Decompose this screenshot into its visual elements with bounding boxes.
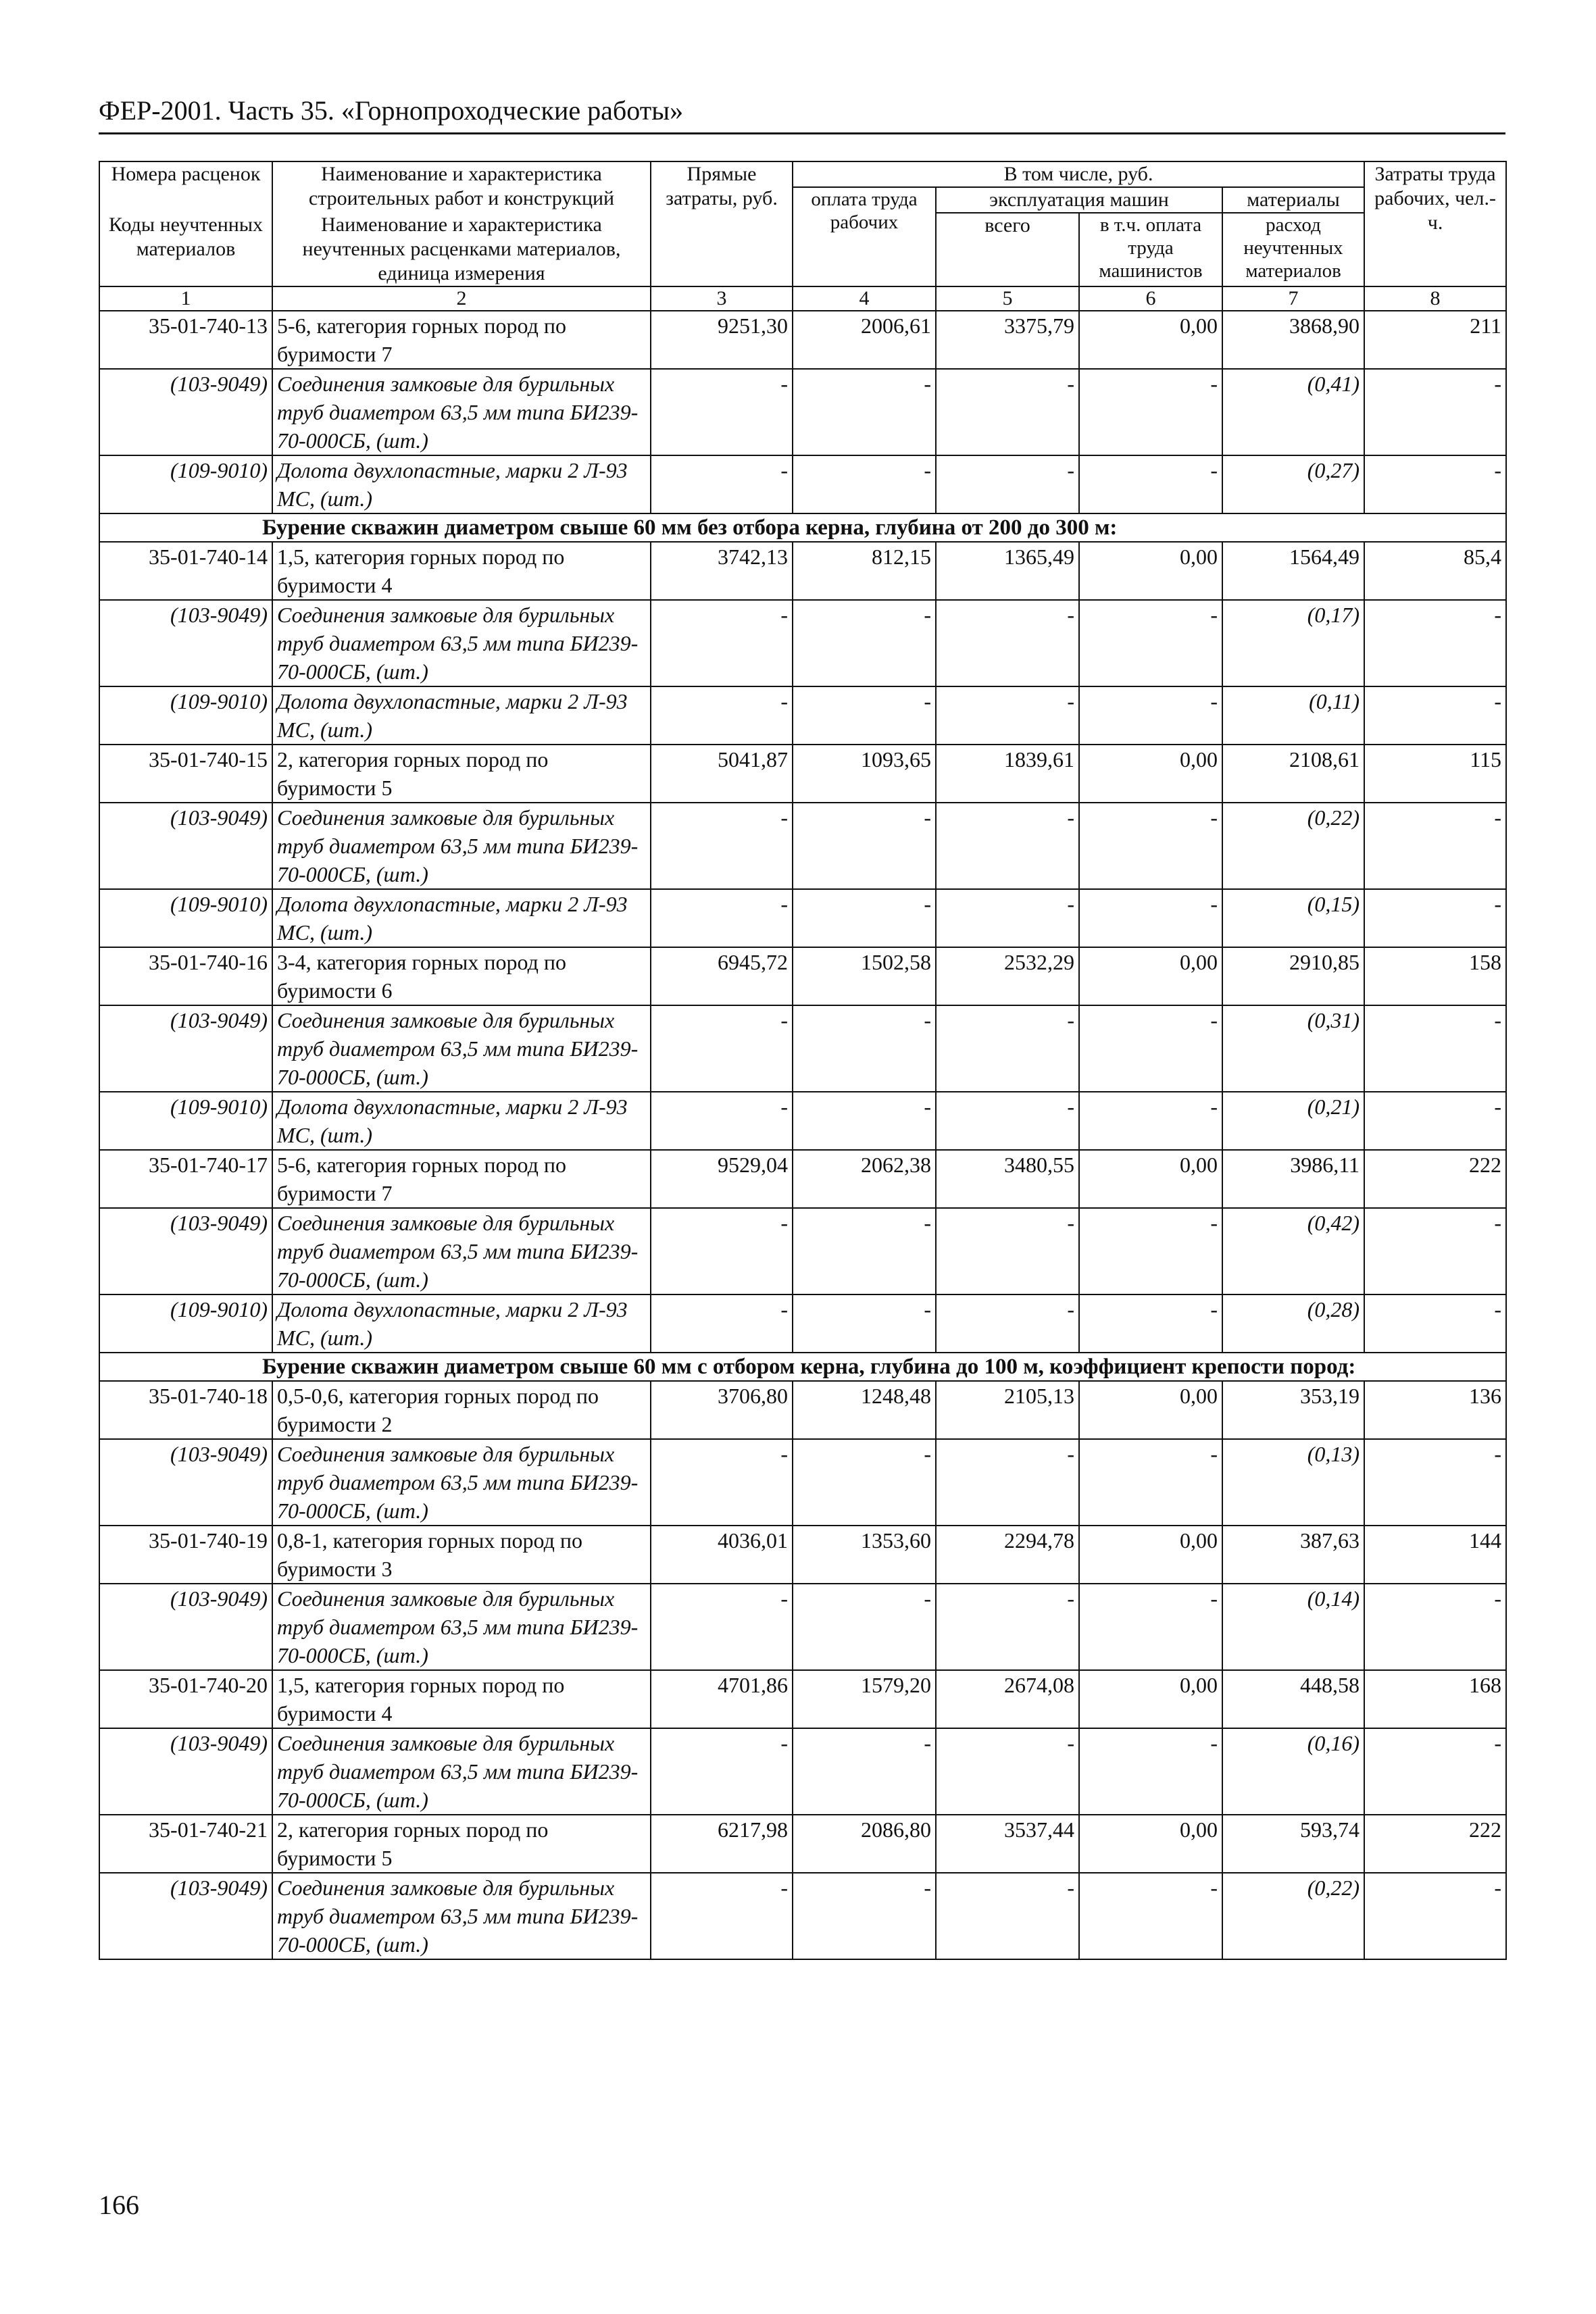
description: Соединения замковые для бурильных труб диаметром 63,5 мм типа БИ239-70-000СБ, (шт.)	[272, 803, 651, 889]
machines-total-value: -	[936, 1208, 1079, 1294]
material-row	[99, 1584, 1506, 1670]
machinist-pay-value: 0,00	[1079, 745, 1222, 803]
machinist-pay-value: -	[1079, 1294, 1222, 1353]
direct-costs-value: 9251,30	[651, 311, 793, 369]
material-consumption-value: (0,15)	[1222, 889, 1364, 947]
direct-costs-value: 4701,86	[651, 1670, 793, 1728]
header-machinist-pay: в т.ч. оплата труда машинистов	[1079, 213, 1222, 286]
direct-costs-value: -	[651, 803, 793, 889]
material-consumption-value: (0,22)	[1222, 1873, 1364, 1959]
material-consumption-value: (0,31)	[1222, 1005, 1364, 1092]
material-row	[99, 1294, 1506, 1353]
section-heading: Бурение скважин диаметром свыше 60 мм без отбора керна, глубина от 200 до 300 м:	[99, 513, 1506, 542]
worker-pay-value: -	[793, 1092, 936, 1150]
material-consumption-value: 2108,61	[1222, 745, 1364, 803]
rate-row	[99, 1381, 1506, 1439]
material-row	[99, 369, 1506, 455]
direct-costs-value: -	[651, 1208, 793, 1294]
machines-total-value: -	[936, 803, 1079, 889]
machinist-pay-value: -	[1079, 1092, 1222, 1150]
labor-costs-value: -	[1364, 1294, 1506, 1353]
section-heading-row	[99, 1353, 1506, 1381]
machines-total-value: -	[936, 889, 1079, 947]
labor-costs-value: 222	[1364, 1815, 1506, 1873]
material-row	[99, 1005, 1506, 1092]
direct-costs-value: -	[651, 455, 793, 513]
description: 1,5, категория горных пород по буримости 4	[272, 542, 651, 600]
machines-total-value: 1365,49	[936, 542, 1079, 600]
header-machines-total: всего	[936, 213, 1079, 286]
machines-total-value: 2294,78	[936, 1526, 1079, 1584]
worker-pay-value: -	[793, 1439, 936, 1526]
machinist-pay-value: -	[1079, 1728, 1222, 1815]
labor-costs-value: -	[1364, 1208, 1506, 1294]
worker-pay-value: 812,15	[793, 542, 936, 600]
description: Соединения замковые для бурильных труб диаметром 63,5 мм типа БИ239-70-000СБ, (шт.)	[272, 1873, 651, 1959]
rate-row	[99, 311, 1506, 369]
machines-total-value: -	[936, 1728, 1079, 1815]
machines-total-value: -	[936, 1005, 1079, 1092]
column-number: 3	[651, 286, 793, 311]
machines-total-value: -	[936, 686, 1079, 745]
labor-costs-value: -	[1364, 455, 1506, 513]
worker-pay-value: -	[793, 1294, 936, 1353]
machines-total-value: -	[936, 455, 1079, 513]
header-rate-numbers: Номера расценок	[99, 161, 272, 213]
header-materials: материалы	[1222, 187, 1364, 213]
description: 5-6, категория горных пород по буримости 7	[272, 311, 651, 369]
direct-costs-value: -	[651, 1439, 793, 1526]
material-consumption-value: (0,11)	[1222, 686, 1364, 745]
material-code: (109-9010)	[99, 686, 272, 745]
worker-pay-value: -	[793, 369, 936, 455]
worker-pay-value: -	[793, 1208, 936, 1294]
material-code: (103-9049)	[99, 1873, 272, 1959]
material-code: (109-9010)	[99, 1092, 272, 1150]
header-material-codes: Коды неучтенных материалов	[99, 213, 272, 286]
machines-total-value: 3375,79	[936, 311, 1079, 369]
material-code: (109-9010)	[99, 889, 272, 947]
description: Соединения замковые для бурильных труб диаметром 63,5 мм типа БИ239-70-000СБ, (шт.)	[272, 1208, 651, 1294]
direct-costs-value: -	[651, 369, 793, 455]
page-number: 166	[99, 2190, 139, 2220]
description: Соединения замковые для бурильных труб диаметром 63,5 мм типа БИ239-70-000СБ, (шт.)	[272, 369, 651, 455]
description: 3-4, категория горных пород по буримости 6	[272, 947, 651, 1005]
material-code: (109-9010)	[99, 455, 272, 513]
labor-costs-value: 211	[1364, 311, 1506, 369]
labor-costs-value: 222	[1364, 1150, 1506, 1208]
direct-costs-value: 3742,13	[651, 542, 793, 600]
rate-code: 35-01-740-20	[99, 1670, 272, 1728]
description: Соединения замковые для бурильных труб диаметром 63,5 мм типа БИ239-70-000СБ, (шт.)	[272, 1005, 651, 1092]
direct-costs-value: 9529,04	[651, 1150, 793, 1208]
material-consumption-value: 387,63	[1222, 1526, 1364, 1584]
material-consumption-value: (0,22)	[1222, 803, 1364, 889]
material-row	[99, 686, 1506, 745]
material-consumption-value: (0,42)	[1222, 1208, 1364, 1294]
labor-costs-value: -	[1364, 889, 1506, 947]
worker-pay-value: 1093,65	[793, 745, 936, 803]
material-consumption-value: 1564,49	[1222, 542, 1364, 600]
machinist-pay-value: -	[1079, 1005, 1222, 1092]
table-body	[99, 311, 1506, 1959]
material-consumption-value: (0,16)	[1222, 1728, 1364, 1815]
table-header	[99, 161, 1506, 311]
machines-total-value: 2532,29	[936, 947, 1079, 1005]
machinist-pay-value: -	[1079, 1439, 1222, 1526]
description: 2, категория горных пород по буримости 5	[272, 745, 651, 803]
column-number: 1	[99, 286, 272, 311]
rate-code: 35-01-740-21	[99, 1815, 272, 1873]
rate-code: 35-01-740-14	[99, 542, 272, 600]
machines-total-value: -	[936, 369, 1079, 455]
worker-pay-value: -	[793, 600, 936, 686]
rate-code: 35-01-740-16	[99, 947, 272, 1005]
labor-costs-value: -	[1364, 803, 1506, 889]
worker-pay-value: -	[793, 455, 936, 513]
description: 0,5-0,6, категория горных пород по буримости 2	[272, 1381, 651, 1439]
machinist-pay-value: -	[1079, 686, 1222, 745]
machines-total-value: -	[936, 1439, 1079, 1526]
direct-costs-value: 6945,72	[651, 947, 793, 1005]
description: 5-6, категория горных пород по буримости 7	[272, 1150, 651, 1208]
material-consumption-value: (0,28)	[1222, 1294, 1364, 1353]
worker-pay-value: -	[793, 1005, 936, 1092]
labor-costs-value: 85,4	[1364, 542, 1506, 600]
labor-costs-value: 115	[1364, 745, 1506, 803]
description: Соединения замковые для бурильных труб диаметром 63,5 мм типа БИ239-70-000СБ, (шт.)	[272, 1439, 651, 1526]
rates-table	[99, 161, 1507, 1960]
labor-costs-value: -	[1364, 1439, 1506, 1526]
direct-costs-value: 4036,01	[651, 1526, 793, 1584]
description: Долота двухлопастные, марки 2 Л-93 МС, (шт.)	[272, 1294, 651, 1353]
material-row	[99, 1728, 1506, 1815]
header-machine-operation: эксплуатация машин	[936, 187, 1222, 213]
material-row	[99, 1208, 1506, 1294]
machinist-pay-value: 0,00	[1079, 1815, 1222, 1873]
material-row	[99, 803, 1506, 889]
material-consumption-value: (0,14)	[1222, 1584, 1364, 1670]
header-work-name: Наименование и характеристика строительных работ и конструкций	[272, 161, 651, 213]
rate-row	[99, 542, 1506, 600]
rate-row	[99, 745, 1506, 803]
worker-pay-value: -	[793, 889, 936, 947]
header-worker-pay: оплата труда рабочих	[793, 187, 936, 286]
worker-pay-value: 1502,58	[793, 947, 936, 1005]
material-code: (103-9049)	[99, 600, 272, 686]
rate-row	[99, 1815, 1506, 1873]
material-consumption-value: (0,27)	[1222, 455, 1364, 513]
direct-costs-value: 5041,87	[651, 745, 793, 803]
machines-total-value: -	[936, 1294, 1079, 1353]
machines-total-value: -	[936, 1873, 1079, 1959]
description: Долота двухлопастные, марки 2 Л-93 МС, (шт.)	[272, 889, 651, 947]
material-consumption-value: (0,13)	[1222, 1439, 1364, 1526]
machines-total-value: 1839,61	[936, 745, 1079, 803]
labor-costs-value: 168	[1364, 1670, 1506, 1728]
header-rule	[99, 132, 1505, 134]
labor-costs-value: -	[1364, 1728, 1506, 1815]
section-heading-row	[99, 513, 1506, 542]
machines-total-value: 2105,13	[936, 1381, 1079, 1439]
machinist-pay-value: -	[1079, 1584, 1222, 1670]
header-direct-costs: Прямые затраты, руб.	[651, 161, 793, 286]
material-row	[99, 889, 1506, 947]
page-header: ФЕР-2001. Часть 35. «Горнопроходческие работы»	[99, 95, 684, 126]
machines-total-value: 3480,55	[936, 1150, 1079, 1208]
material-code: (109-9010)	[99, 1294, 272, 1353]
machinist-pay-value: 0,00	[1079, 1381, 1222, 1439]
column-number: 8	[1364, 286, 1506, 311]
material-row	[99, 1439, 1506, 1526]
material-consumption-value: 3986,11	[1222, 1150, 1364, 1208]
labor-costs-value: -	[1364, 369, 1506, 455]
direct-costs-value: -	[651, 1294, 793, 1353]
worker-pay-value: -	[793, 1873, 936, 1959]
worker-pay-value: 2006,61	[793, 311, 936, 369]
direct-costs-value: 6217,98	[651, 1815, 793, 1873]
material-consumption-value: 448,58	[1222, 1670, 1364, 1728]
header-labor-costs: Затраты труда рабочих, чел.-ч.	[1364, 161, 1506, 286]
machines-total-value: 2674,08	[936, 1670, 1079, 1728]
worker-pay-value: 1248,48	[793, 1381, 936, 1439]
rate-code: 35-01-740-18	[99, 1381, 272, 1439]
worker-pay-value: -	[793, 803, 936, 889]
material-code: (103-9049)	[99, 1584, 272, 1670]
material-row	[99, 1873, 1506, 1959]
header-material-consumption: расход неучтенных материалов	[1222, 213, 1364, 286]
section-heading: Бурение скважин диаметром свыше 60 мм с отбором керна, глубина до 100 м, коэффициент крепости пород:	[99, 1353, 1506, 1381]
material-consumption-value: 353,19	[1222, 1381, 1364, 1439]
worker-pay-value: 1579,20	[793, 1670, 936, 1728]
material-row	[99, 600, 1506, 686]
material-code: (103-9049)	[99, 1439, 272, 1526]
labor-costs-value: -	[1364, 1584, 1506, 1670]
description: Соединения замковые для бурильных труб диаметром 63,5 мм типа БИ239-70-000СБ, (шт.)	[272, 600, 651, 686]
material-code: (103-9049)	[99, 369, 272, 455]
material-row	[99, 1092, 1506, 1150]
material-consumption-value: (0,41)	[1222, 369, 1364, 455]
machinist-pay-value: 0,00	[1079, 1150, 1222, 1208]
header-material-name: Наименование и характеристика неучтенных расценками материалов, единица измерения	[272, 213, 651, 286]
machinist-pay-value: -	[1079, 1208, 1222, 1294]
direct-costs-value: -	[651, 1005, 793, 1092]
machines-total-value: 3537,44	[936, 1815, 1079, 1873]
worker-pay-value: -	[793, 1584, 936, 1670]
material-code: (103-9049)	[99, 1208, 272, 1294]
rate-code: 35-01-740-19	[99, 1526, 272, 1584]
material-consumption-value: (0,21)	[1222, 1092, 1364, 1150]
material-row	[99, 455, 1506, 513]
machines-total-value: -	[936, 600, 1079, 686]
rate-row	[99, 947, 1506, 1005]
labor-costs-value: 144	[1364, 1526, 1506, 1584]
material-code: (103-9049)	[99, 1728, 272, 1815]
description: Долота двухлопастные, марки 2 Л-93 МС, (шт.)	[272, 686, 651, 745]
machines-total-value: -	[936, 1584, 1079, 1670]
worker-pay-value: 2062,38	[793, 1150, 936, 1208]
direct-costs-value: -	[651, 600, 793, 686]
direct-costs-value: 3706,80	[651, 1381, 793, 1439]
description: Долота двухлопастные, марки 2 Л-93 МС, (шт.)	[272, 1092, 651, 1150]
column-number: 5	[936, 286, 1079, 311]
machinist-pay-value: -	[1079, 455, 1222, 513]
column-number: 7	[1222, 286, 1364, 311]
direct-costs-value: -	[651, 686, 793, 745]
machinist-pay-value: -	[1079, 889, 1222, 947]
labor-costs-value: -	[1364, 1092, 1506, 1150]
direct-costs-value: -	[651, 889, 793, 947]
rate-row	[99, 1670, 1506, 1728]
material-consumption-value: 3868,90	[1222, 311, 1364, 369]
rate-code: 35-01-740-15	[99, 745, 272, 803]
worker-pay-value: -	[793, 686, 936, 745]
rate-code: 35-01-740-17	[99, 1150, 272, 1208]
labor-costs-value: -	[1364, 686, 1506, 745]
rate-row	[99, 1526, 1506, 1584]
direct-costs-value: -	[651, 1873, 793, 1959]
material-consumption-value: 593,74	[1222, 1815, 1364, 1873]
material-consumption-value: 2910,85	[1222, 947, 1364, 1005]
material-code: (103-9049)	[99, 1005, 272, 1092]
description: 1,5, категория горных пород по буримости 4	[272, 1670, 651, 1728]
direct-costs-value: -	[651, 1728, 793, 1815]
labor-costs-value: -	[1364, 1005, 1506, 1092]
column-number: 6	[1079, 286, 1222, 311]
machinist-pay-value: 0,00	[1079, 311, 1222, 369]
column-numbers-row	[99, 286, 1506, 311]
worker-pay-value: 1353,60	[793, 1526, 936, 1584]
rate-row	[99, 1150, 1506, 1208]
direct-costs-value: -	[651, 1092, 793, 1150]
column-number: 4	[793, 286, 936, 311]
description: Соединения замковые для бурильных труб диаметром 63,5 мм типа БИ239-70-000СБ, (шт.)	[272, 1584, 651, 1670]
machines-total-value: -	[936, 1092, 1079, 1150]
machinist-pay-value: -	[1079, 803, 1222, 889]
worker-pay-value: 2086,80	[793, 1815, 936, 1873]
machinist-pay-value: -	[1079, 1873, 1222, 1959]
direct-costs-value: -	[651, 1584, 793, 1670]
machinist-pay-value: -	[1079, 369, 1222, 455]
column-number: 2	[272, 286, 651, 311]
description: Соединения замковые для бурильных труб диаметром 63,5 мм типа БИ239-70-000СБ, (шт.)	[272, 1728, 651, 1815]
description: 0,8-1, категория горных пород по буримости 3	[272, 1526, 651, 1584]
material-consumption-value: (0,17)	[1222, 600, 1364, 686]
machinist-pay-value: 0,00	[1079, 542, 1222, 600]
material-code: (103-9049)	[99, 803, 272, 889]
rate-code: 35-01-740-13	[99, 311, 272, 369]
header-including-group: В том числе, руб.	[793, 161, 1364, 187]
description: Долота двухлопастные, марки 2 Л-93 МС, (шт.)	[272, 455, 651, 513]
machinist-pay-value: 0,00	[1079, 1526, 1222, 1584]
description: 2, категория горных пород по буримости 5	[272, 1815, 651, 1873]
labor-costs-value: 136	[1364, 1381, 1506, 1439]
machinist-pay-value: 0,00	[1079, 1670, 1222, 1728]
labor-costs-value: 158	[1364, 947, 1506, 1005]
labor-costs-value: -	[1364, 1873, 1506, 1959]
labor-costs-value: -	[1364, 600, 1506, 686]
machinist-pay-value: 0,00	[1079, 947, 1222, 1005]
worker-pay-value: -	[793, 1728, 936, 1815]
machinist-pay-value: -	[1079, 600, 1222, 686]
